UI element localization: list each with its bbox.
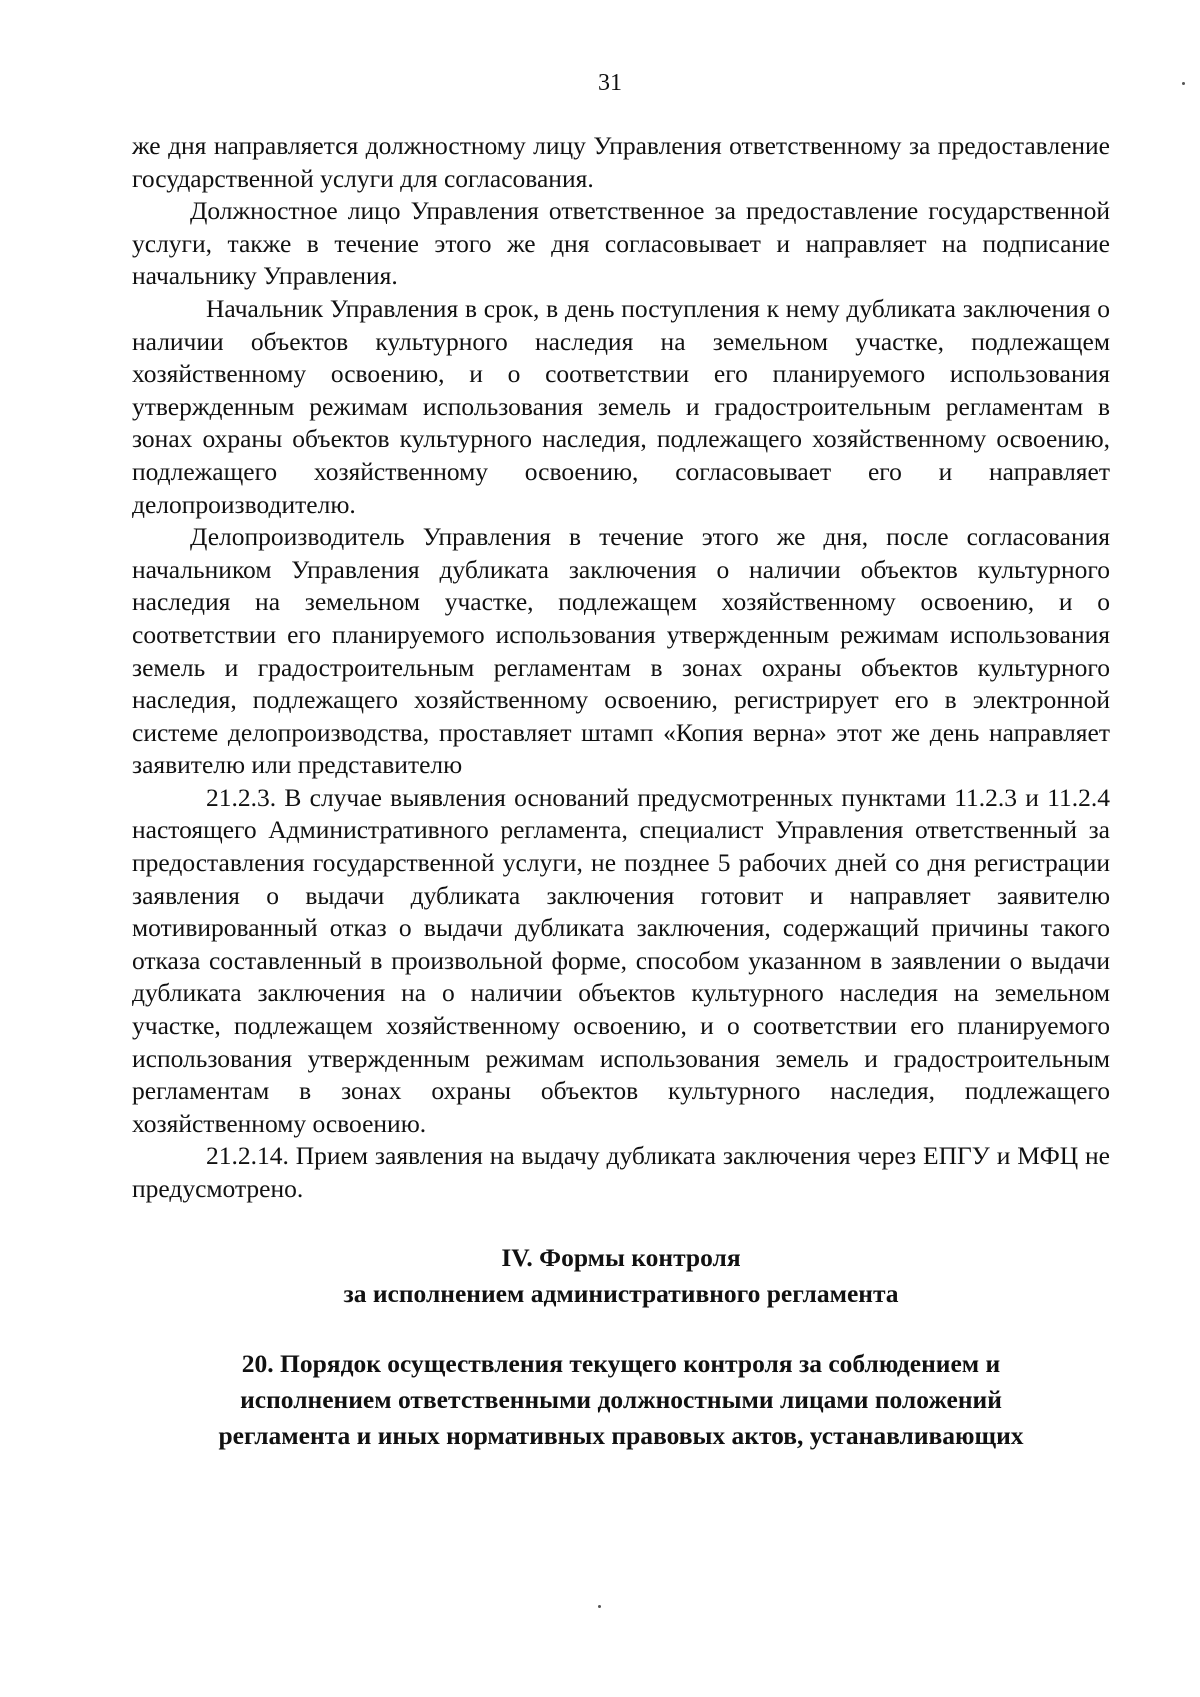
scan-speck	[598, 1605, 601, 1608]
paragraph-continuation: же дня направляется должностному лицу Управления ответственному за предоставление государственной услуги для согласования.	[132, 131, 1110, 193]
section-title	[132, 1240, 1110, 1312]
paragraph-clause-21-2-3: 21.2.3. В случае выявления оснований предусмотренных пунктами 11.2.3 и 11.2.4 настоящего Административного регламента, специалист Управления ответственный за предоставления государственной услуги, не позднее 5 рабочих дней со дня регистрации заявления о выдачи дубликата заключения готовит и направляет заявителю мотивированный отказ о выдачи дубликата заключения, содержащий причины такого отказа составленный в произвольной форме, способом указанном в заявлении о выдачи дубликата заключения на о наличии объектов культурного наследия на земельном участке, подлежащем хозяйственному освоению, и о соответствии его планируемого использования утвержденным режимам использования земель и градостроительным регламентам в зонах охраны объектов культурного наследия, подлежащего хозяйственному освоению.	[132, 782, 1110, 1138]
paragraph-clause-21-2-14: 21.2.14. Прием заявления на выдачу дубликата заключения через ЕПГУ и МФЦ не предусмотрено.	[132, 1141, 1110, 1203]
paragraph-clerk-registration: Делопроизводитель Управления в течение этого же дня, после согласования начальником Управления дубликата заключения о наличии объектов культурного наследия на земельном участке, подлежащем хозяйственному освоению, и о соответствии его планируемого использования утвержденным режимам использования земель и градостроительным регламентам в зонах охраны объектов культурного наследия, подлежащего хозяйственному освоению, регистрирует его в электронной системе делопроизводства, проставляет штамп «Копия верна» этот же день направляет заявителю или представителю	[132, 522, 1110, 780]
subsection-title	[132, 1346, 1110, 1454]
document-body	[132, 130, 1110, 1454]
section-title-line-1: IV. Формы контроля	[501, 1242, 741, 1272]
subsection-title-line-3: регламента и иных нормативных правовых актов, устанавливающих	[218, 1420, 1024, 1450]
paragraph-official-approval: Должностное лицо Управления ответственное за предоставление государственной услуги, также в течение этого же дня согласовывает и направляет на подписание начальнику Управления.	[132, 196, 1110, 291]
page-number: 31	[598, 70, 622, 96]
section-title-line-2: за исполнением административного регламента	[343, 1278, 899, 1308]
scan-speck	[1182, 82, 1185, 85]
subsection-title-line-1: 20. Порядок осуществления текущего контроля за соблюдением и	[241, 1348, 1001, 1378]
paragraph-head-approval: Начальник Управления в срок, в день поступления к нему дубликата заключения о наличии объектов культурного наследия на земельном участке, подлежащем хозяйственному освоению, и о соответствии его планируемого использования утвержденным режимам использования земель и градостроительным регламентам в зонах охраны объектов культурного наследия, подлежащего хозяйственному освоению, подлежащего хозяйственному освоению, согласовывает его и направляет делопроизводителю.	[132, 293, 1110, 519]
subsection-title-line-2: исполнением ответственными должностными лицами положений	[240, 1384, 1002, 1414]
